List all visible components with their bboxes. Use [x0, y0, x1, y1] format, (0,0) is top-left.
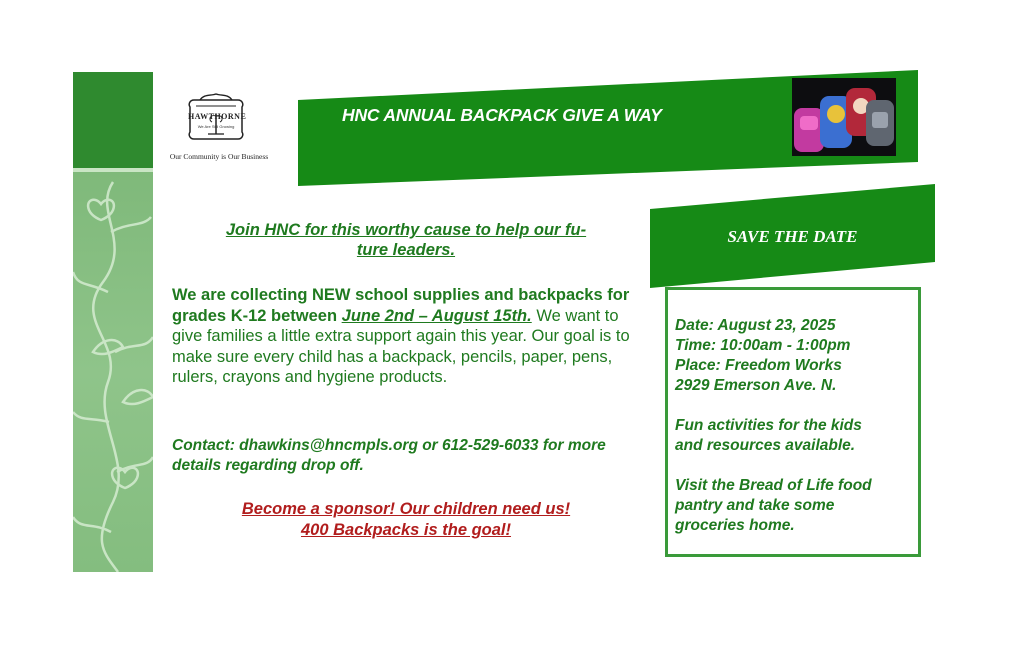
join-heading-line-1: Join HNC for this worthy cause to help our fu-	[225, 221, 587, 239]
sponsor-callout	[180, 499, 632, 541]
hawthorne-logo	[160, 92, 275, 164]
event-date: Date: August 23, 2025	[675, 317, 836, 334]
sponsor-line-1: Become a sponsor! Our children need us!	[241, 500, 571, 518]
activities-line-1: Fun activities for the kids	[675, 417, 862, 434]
join-heading-line-2: ture leaders.	[356, 241, 456, 259]
event-time: Time: 10:00am - 1:00pm	[675, 337, 851, 354]
header-banner	[298, 70, 918, 186]
banner-title: HNC ANNUAL BACKPACK GIVE A WAY	[342, 105, 662, 125]
collecting-intro: We are collecting NEW school supplies and backpacks for grades K-12 between	[172, 286, 630, 325]
decorative-strip-leaves	[73, 172, 153, 572]
backpacks-image-icon	[792, 78, 896, 156]
collecting-paragraph	[172, 285, 642, 388]
join-heading	[180, 220, 632, 260]
logo-wordmark: HAWTHORNE	[188, 112, 247, 121]
event-address: 2929 Emerson Ave. N.	[675, 377, 837, 394]
pantry-line-3: groceries home.	[675, 517, 795, 534]
event-details-box	[665, 287, 921, 557]
sponsor-line-2: 400 Backpacks is the goal!	[300, 521, 512, 539]
backpacks-photo	[792, 78, 896, 156]
collecting-details: We want to give families a little extra support again this year. Our goal is to make sure every child has a backpack, pencils, paper, pens, rulers, crayons and hygiene products.	[172, 306, 630, 386]
leaf-pattern-icon	[73, 172, 153, 572]
event-place: Place: Freedom Works	[675, 357, 842, 374]
decorative-strip-top	[73, 72, 153, 172]
logo-small-tagline: We Are Still Growing	[197, 124, 235, 129]
save-the-date-text: SAVE THE DATE	[727, 227, 858, 246]
logo-motto: Our Community is Our Business	[169, 152, 269, 161]
pantry-line-2: pantry and take some	[675, 497, 835, 514]
contact-paragraph: Contact: dhawkins@hncmpls.org or 612-529-6033 for more details regarding drop off.	[172, 437, 606, 474]
activities-line-2: and resources available.	[675, 437, 856, 454]
save-the-date-banner	[650, 184, 935, 288]
pantry-line-1: Visit the Bread of Life food	[675, 477, 872, 494]
collection-dates: June 2nd – August 15th.	[341, 306, 532, 325]
